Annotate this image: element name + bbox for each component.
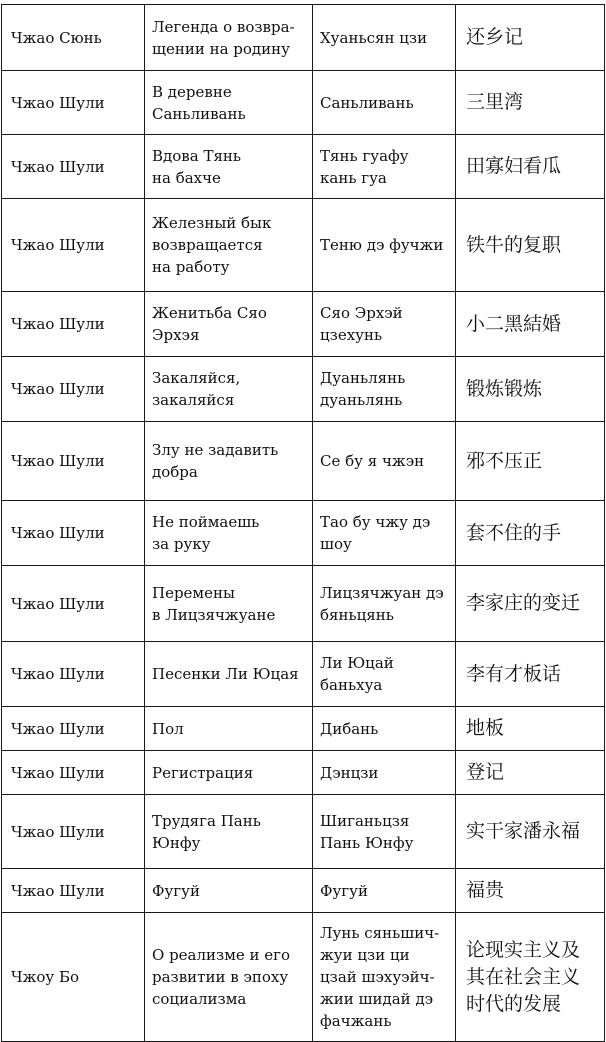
transliteration-cell: Лунь сяньшич- жуи цзи ци цзай шэхуэйч- жии шидай дэ фачжань	[313, 913, 456, 1042]
table-row	[2, 135, 605, 199]
table-row	[2, 501, 605, 566]
russian-title-cell: Закаляйся, закаляйся	[145, 357, 313, 422]
author-cell: Чжао Шули	[2, 751, 145, 795]
chinese-title-cell: 李有才板话	[456, 642, 605, 707]
russian-title-cell: Пол	[145, 707, 313, 751]
author-cell: Чжао Шули	[2, 292, 145, 357]
transliteration-cell: Шиганьцзя Пань Юнфу	[313, 795, 456, 869]
russian-title-cell: Железный бык возвращается на работу	[145, 199, 313, 292]
russian-title-cell: Перемены в Лицзячжуане	[145, 566, 313, 642]
transliteration-cell: Се бу я чжэн	[313, 422, 456, 501]
table-row	[2, 292, 605, 357]
table-row	[2, 795, 605, 869]
russian-title-cell: Регистрация	[145, 751, 313, 795]
chinese-title-cell: 锻炼锻炼	[456, 357, 605, 422]
transliteration-cell: Саньливань	[313, 71, 456, 135]
chinese-title-cell: 论现实主义及 其在社会主义 时代的发展	[456, 913, 605, 1042]
russian-title-cell: Легенда о возвра- щении на родину	[145, 5, 313, 71]
table-row	[2, 422, 605, 501]
transliteration-cell: Ли Юцай баньхуа	[313, 642, 456, 707]
author-cell: Чжао Шули	[2, 199, 145, 292]
russian-title-cell: Песенки Ли Юцая	[145, 642, 313, 707]
author-cell: Чжао Шули	[2, 357, 145, 422]
transliteration-cell: Дибань	[313, 707, 456, 751]
chinese-title-cell: 三里湾	[456, 71, 605, 135]
author-cell: Чжао Шули	[2, 422, 145, 501]
chinese-title-cell: 田寡妇看瓜	[456, 135, 605, 199]
table-row	[2, 751, 605, 795]
table-row	[2, 707, 605, 751]
chinese-title-cell: 小二黑結婚	[456, 292, 605, 357]
chinese-title-cell: 还乡记	[456, 5, 605, 71]
transliteration-cell: Дуаньлянь дуаньлянь	[313, 357, 456, 422]
transliteration-cell: Тао бу чжу дэ шоу	[313, 501, 456, 566]
transliteration-cell: Хуаньсян цзи	[313, 5, 456, 71]
transliteration-cell: Сяо Эрхэй цзехунь	[313, 292, 456, 357]
chinese-title-cell: 铁牛的复职	[456, 199, 605, 292]
chinese-title-cell: 李家庄的变迁	[456, 566, 605, 642]
author-cell: Чжао Шули	[2, 135, 145, 199]
bibliography-table	[1, 4, 605, 1042]
author-cell: Чжоу Бо	[2, 913, 145, 1042]
table-row	[2, 566, 605, 642]
author-cell: Чжао Шули	[2, 795, 145, 869]
author-cell: Чжао Шули	[2, 566, 145, 642]
transliteration-cell: Дэнцзи	[313, 751, 456, 795]
author-cell: Чжао Сюнь	[2, 5, 145, 71]
transliteration-cell: Тянь гуафу кань гуа	[313, 135, 456, 199]
author-cell: Чжао Шули	[2, 642, 145, 707]
russian-title-cell: Фугуй	[145, 869, 313, 913]
author-cell: Чжао Шули	[2, 71, 145, 135]
table-row	[2, 357, 605, 422]
chinese-title-cell: 套不住的手	[456, 501, 605, 566]
table-row	[2, 71, 605, 135]
author-cell: Чжао Шули	[2, 707, 145, 751]
russian-title-cell: Не поймаешь за руку	[145, 501, 313, 566]
chinese-title-cell: 登记	[456, 751, 605, 795]
chinese-title-cell: 邪不压正	[456, 422, 605, 501]
author-cell: Чжао Шули	[2, 869, 145, 913]
russian-title-cell: В деревне Саньливань	[145, 71, 313, 135]
table-row	[2, 869, 605, 913]
russian-title-cell: Злу не задавить добра	[145, 422, 313, 501]
russian-title-cell: Вдова Тянь на бахче	[145, 135, 313, 199]
table-row	[2, 5, 605, 71]
chinese-title-cell: 实干家潘永福	[456, 795, 605, 869]
author-cell: Чжао Шули	[2, 501, 145, 566]
table-row	[2, 642, 605, 707]
russian-title-cell: О реализме и его развитии в эпоху социализма	[145, 913, 313, 1042]
table-row	[2, 913, 605, 1042]
chinese-title-cell: 地板	[456, 707, 605, 751]
russian-title-cell: Женитьба Сяо Эрхэя	[145, 292, 313, 357]
chinese-title-cell: 福贵	[456, 869, 605, 913]
transliteration-cell: Теню дэ фучжи	[313, 199, 456, 292]
russian-title-cell: Трудяга Пань Юнфу	[145, 795, 313, 869]
transliteration-cell: Лицзячжуан дэ бяньцянь	[313, 566, 456, 642]
table-row	[2, 199, 605, 292]
transliteration-cell: Фугуй	[313, 869, 456, 913]
